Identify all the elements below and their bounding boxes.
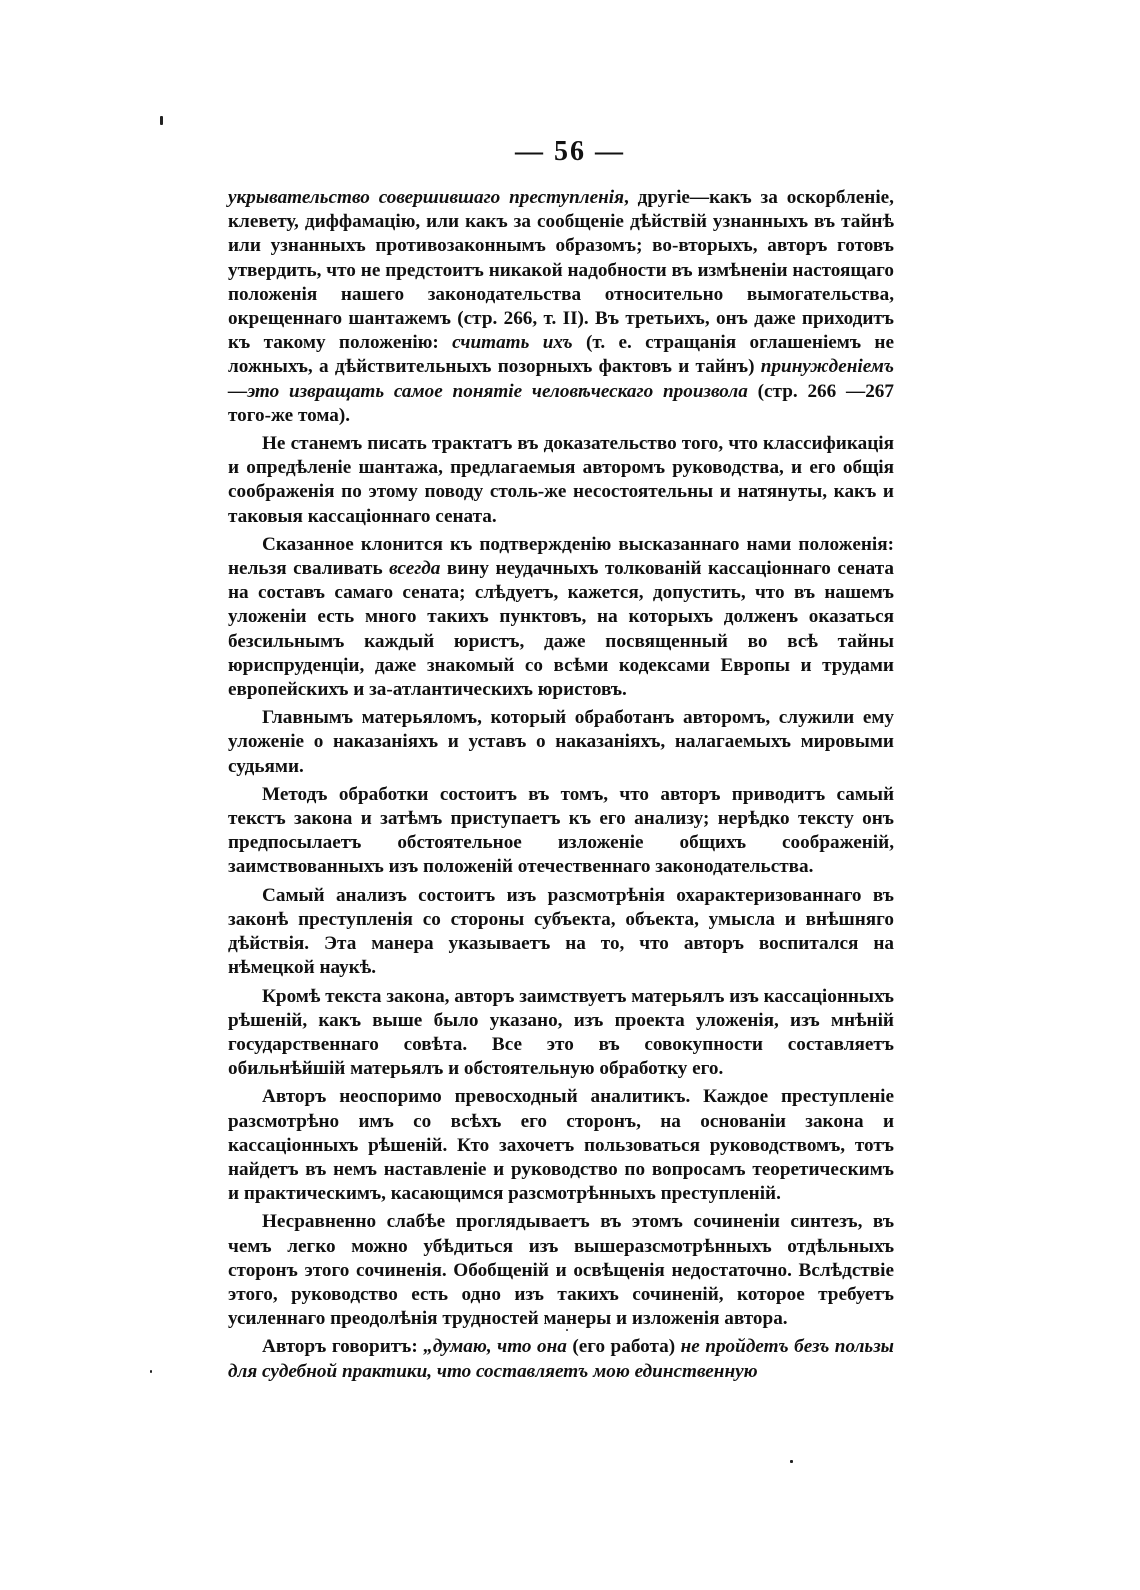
text-run: Несравненно слабѣе проглядываетъ въ этомъ сочиненіи синтезъ, въ чемъ легко можно убѣдиться изъ вышеразсмотрѣнныхъ отдѣльныхъ сторонъ этого сочиненія. Обобщеній и освѣщенія недостаточно. Вслѣдствіе этого, руководство есть одно изъ такихъ сочиненій, которое требуетъ усиленнаго преодолѣнія трудностей манеры и изложенія автора. (228, 1211, 894, 1330)
paragraph (228, 186, 894, 428)
italic-text-run: всегда (389, 558, 441, 580)
text-run: Главнымъ матерьяломъ, который обработанъ авторомъ, служили ему уложеніе о наказаніяхъ и уставъ о наказаніяхъ, налагаемыхъ мировыми судьями. (228, 707, 894, 777)
scan-speck (160, 116, 163, 125)
paragraph (228, 706, 894, 779)
text-run: Авторъ неоспоримо превосходный аналитикъ. Каждое преступленіе разсмотрѣно имъ со всѣхъ его сторонъ, на основаніи закона и кассаціонныхъ рѣшеній. Кто захочетъ пользоваться руководствомъ, тотъ найдетъ въ немъ наставленіе и руководство по вопросамъ теоретическимъ и практическимъ, касающимся разсмотрѣнныхъ преступленій. (228, 1086, 894, 1205)
text-run: Самый анализъ состоитъ изъ разсмотрѣнія охарактеризованнаго въ законѣ преступленія со стороны субъекта, объекта, умысла и внѣшняго дѣйствія. Эта манера указываетъ на то, что авторъ воспитался на нѣмецкой наукѣ. (228, 884, 894, 979)
italic-text-run: „думаю, что она (423, 1336, 567, 1358)
paragraph (228, 432, 894, 529)
text-run: Кромѣ текста закона, авторъ заимствуетъ матерьялъ изъ кассаціонныхъ рѣшеній, какъ выше было указано, изъ проекта уложенія, изъ мнѣній государственнаго совѣта. Все это въ совокупности составляетъ обильнѣйшій матерьялъ и обстоятельную обработку его. (228, 985, 894, 1080)
paragraph (228, 533, 894, 702)
scan-speck (790, 1460, 793, 1463)
paragraph (228, 783, 894, 880)
page-number: — 56 — (515, 136, 625, 167)
italic-text-run: принужденіемъ—это извращать самое понятіе человѣческаго произвола (228, 356, 894, 402)
text-run: , другіе—какъ за оскорбленіе, клевету, диффамацію, или какъ за сообщеніе дѣйствій узнанныхъ въ тайнѣ или узнанныхъ противозаконнымъ образомъ; во-вторыхъ, авторъ готовъ утвердить, что не предстоитъ никакой надобности въ измѣненіи настоящаго положенія нашего законодательства относительно вымогательства, окрещеннаго шантажемъ (стр. 266, т. II). Въ третьихъ, онъ даже приходитъ къ такому положенію: (228, 187, 894, 354)
text-run: (стр. 266 —267 того-же тома). (228, 380, 894, 426)
text-run: Авторъ говоритъ: (262, 1336, 424, 1358)
text-run: Методъ обработки состоитъ въ томъ, что авторъ приводитъ самый текстъ закона и затѣмъ приступаетъ къ его анализу; нерѣдко тексту онъ предпосылаетъ обстоятельное изложеніе общихъ соображеній, заимствованныхъ изъ положеній отечественнаго законодательства. (228, 783, 894, 878)
paragraph (228, 1085, 894, 1206)
text-run: (его работа) (566, 1336, 681, 1358)
paragraph (228, 1210, 894, 1331)
paragraph (228, 1335, 894, 1383)
scan-speck (150, 1370, 152, 1373)
body-text (228, 186, 894, 1388)
italic-text-run: не пройдетъ безъ пользы для судебной практики, что составляетъ мою единственную (228, 1336, 894, 1382)
text-run: Сказанное клонится къ подтвержденію высказаннаго нами положенія: нельзя сваливать (228, 533, 894, 580)
scan-speck (566, 1329, 568, 1331)
italic-text-run: укрывательство совершившаго преступленія (228, 187, 625, 208)
paragraph (228, 985, 894, 1082)
text-run: (т. е. стращанія оглашеніемъ не ложныхъ, а дѣйствительныхъ позорныхъ фактовъ и тайнъ) (228, 332, 894, 378)
paragraph (228, 884, 894, 981)
text-run: Не станемъ писать трактатъ въ доказательство того, что классификація и опредѣленіе шантажа, предлагаемыя авторомъ руководства, и его общія соображенія по этому поводу столь-же несостоятельны и натянуты, какъ и таковыя кассаціоннаго сената. (228, 433, 894, 527)
italic-text-run: считать ихъ (452, 332, 573, 354)
text-run: вину неудачныхъ толкованій кассаціоннаго сената на составъ самаго сената; слѣдуетъ, кажется, допустить, что въ нашемъ уложеніи есть много такихъ пунктовъ, на которыхъ долженъ оказаться безсильнымъ каждый юристъ, даже посвященный во всѣ тайны юриспруденціи, даже знакомый со всѣми кодексами Европы и трудами европейскихъ и за-атлантическихъ юристовъ. (228, 558, 894, 701)
